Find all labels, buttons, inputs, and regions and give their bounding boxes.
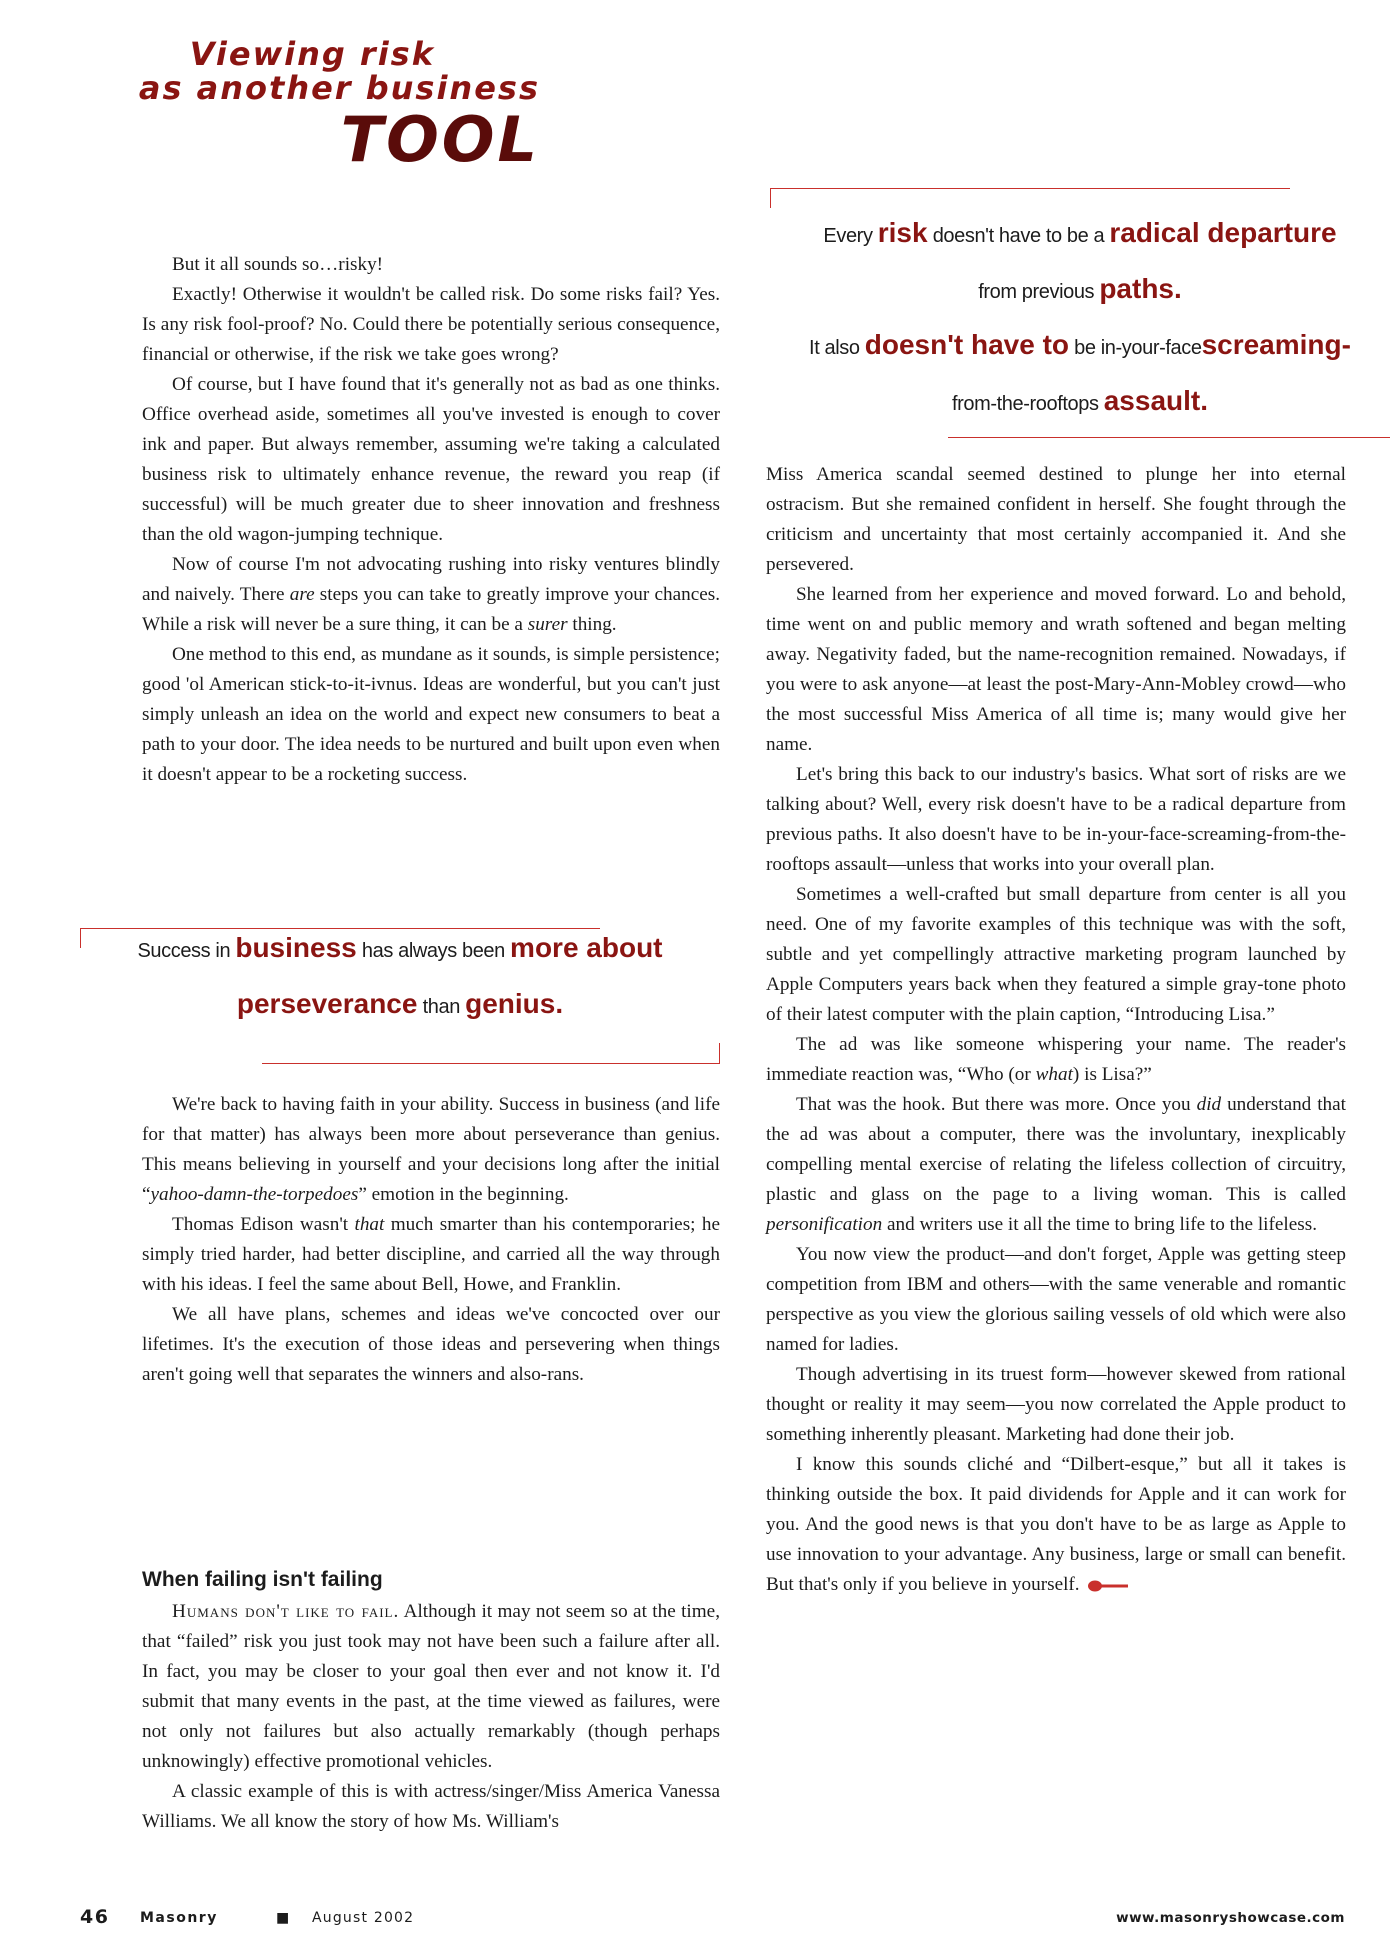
- paragraph: Let's bring this back to our industry's basics. What sort of risks are we talking about? Well, every risk doesn't have to be a radical departure from previous paths. It also doesn't have to be in-your-face-screaming-from-the-rooftops assault—unless that works into your overall plan.: [766, 764, 1346, 875]
- paragraph: She learned from her experience and moved forward. Lo and behold, time went on and public memory and wrath softened and began melting away. Negativity faded, but the name-recognition remained. Nowadays, if you were to ask anyone—at least the post-Mary-Ann-Mobley crowd—who the most successful Miss America of all time is; many would give her name.: [766, 584, 1346, 755]
- pull-quote-line: [770, 261, 1390, 317]
- text-run: It also: [809, 337, 865, 359]
- title-line-3: TOOL: [340, 103, 540, 177]
- text-run: The ad was like someone whispering your name. The reader's immediate reaction was, “Who (or: [766, 1034, 1346, 1085]
- paragraph: [142, 550, 720, 640]
- text-run: Now of course I'm not advocating rushing into risky ventures blindly and naively. There: [142, 554, 720, 605]
- text-run: from previous: [978, 281, 1100, 303]
- article-title: [30, 35, 540, 177]
- left-column-top: [142, 250, 720, 790]
- paragraph: We all have plans, schemes and ideas we've concocted over our lifetimes. It's the execution of those ideas and persevering when things aren't going well that separates the winners and also-rans.: [142, 1304, 720, 1385]
- paragraph: [766, 1450, 1346, 1600]
- emphasis: genius.: [465, 988, 564, 1019]
- right-column: [766, 460, 1346, 1600]
- text-run: has always been: [356, 940, 511, 962]
- text-run: We're back to having faith in your ability. Success in business (and life for that matter) has always been more about perseverance than genius. This means believing in yourself and your decisions long after the initial “: [142, 1094, 720, 1205]
- section-heading: When failing isn't failing: [142, 1568, 383, 1591]
- text-run: understand that the ad was about a computer, there was the involuntary, inexplicably compelling mental exercise of relating the lifeless collection of circuitry, plastic and glass on the page to a living woman. This is called: [766, 1094, 1346, 1205]
- emphasis: did: [1196, 1094, 1222, 1115]
- pull-quote-rule-top: [770, 188, 1290, 189]
- page-number: 46: [80, 1906, 110, 1928]
- paragraph: But it all sounds so…risky!: [172, 254, 384, 275]
- emphasis: doesn't have to: [864, 329, 1069, 360]
- paragraph: [142, 1210, 720, 1300]
- pull-quote-line: [80, 920, 720, 976]
- paragraph: Exactly! Otherwise it wouldn't be called risk. Do some risks fail? Yes. Is any risk fool-proof? No. Could there be potentially serious consequence, financial or otherwise, if the risk we take goes wrong?: [142, 284, 720, 365]
- emphasis: risk: [877, 217, 928, 248]
- pull-quote-line: [770, 317, 1390, 373]
- paragraph: A classic example of this is with actress/singer/Miss America Vanessa Williams. We all know the story of how Ms. William's: [142, 1781, 720, 1832]
- emphasis: screaming-: [1201, 329, 1351, 360]
- pull-quote-line: [770, 205, 1390, 261]
- text-run: steps you can take to greatly improve your chances. While a risk will never be a sure thing, it can be a: [142, 584, 720, 635]
- text-run: from-the-rooftops: [951, 393, 1104, 415]
- pull-quote-line: [80, 976, 720, 1032]
- emphasis: yahoo-damn-the-torpedoes: [150, 1184, 359, 1205]
- issue-date: August 2002: [312, 1910, 415, 1926]
- paragraph: You now view the product—and don't forget, Apple was getting steep competition from IBM and others—with the same venerable and romantic perspective as you view the glorious sailing vessels of old which were also named for ladies.: [766, 1244, 1346, 1355]
- text-run: Every: [823, 225, 878, 247]
- emphasis: personification: [766, 1214, 883, 1235]
- emphasis: assault.: [1103, 385, 1209, 416]
- text-run: and writers use it all the time to bring life to the lifeless.: [882, 1214, 1317, 1235]
- lead-in: Humans don't like to fail.: [172, 1601, 400, 1622]
- text-run: than: [417, 996, 466, 1018]
- text-run: thing.: [567, 614, 617, 635]
- emphasis: more about: [510, 932, 663, 963]
- separator-square-icon: ■: [276, 1910, 291, 1926]
- pull-quote-rule-bottom: [262, 1063, 720, 1064]
- emphasis: business: [235, 932, 357, 963]
- paragraph: [766, 1030, 1346, 1090]
- text-run: be in-your-face: [1069, 337, 1202, 359]
- title-line-1: Viewing risk: [189, 35, 435, 73]
- pull-quote-right: [770, 205, 1390, 429]
- text-run: That was the hook. But there was more. Once you: [796, 1094, 1197, 1115]
- emphasis: are: [289, 584, 315, 605]
- pull-quote-left: [80, 920, 720, 1032]
- pull-quote-line: [770, 373, 1390, 429]
- paragraph: [142, 1090, 720, 1210]
- emphasis: what: [1035, 1064, 1073, 1085]
- text-run: much smarter than his contemporaries; he simply tried harder, had better discipline, and carried all the way through with his ideas. I feel the same about Bell, Howe, and Franklin.: [142, 1214, 720, 1295]
- left-column-bottom: [142, 1090, 720, 1390]
- website-url: www.masonryshowcase.com: [1116, 1910, 1345, 1926]
- magazine-name: Masonry: [140, 1910, 218, 1926]
- paragraph: [766, 1090, 1346, 1240]
- text-run: ” emotion in the beginning.: [358, 1184, 569, 1205]
- title-line-2: as another business: [138, 68, 540, 107]
- paragraph: Of course, but I have found that it's generally not as bad as one thinks. Office overhead aside, sometimes all you've invested is enough to cover ink and paper. But always remember, assuming we're taking a calculated business risk to ultimately enhance revenue, the reward you reap (if successful) will be much greater due to sheer innovation and freshness than the old wagon-jumping technique.: [142, 374, 720, 545]
- emphasis: perseverance: [236, 988, 418, 1019]
- text-run: Success in: [137, 940, 236, 962]
- text-run: I know this sounds cliché and “Dilbert-esque,” but all it takes is thinking outside the box. It paid dividends for Apple and it can work for you. And the good news is that you don't have to be as large as Apple to use innovation to your advantage. Any business, large or small can benefit. But that's only if you believe in yourself.: [766, 1454, 1346, 1595]
- text-run: ) is Lisa?”: [1072, 1064, 1152, 1085]
- pull-quote-rule-bottom: [948, 437, 1390, 438]
- emphasis: that: [354, 1214, 385, 1235]
- end-mark-icon: [1086, 1579, 1130, 1593]
- paragraph: [142, 1597, 720, 1777]
- paragraph: Though advertising in its truest form—however skewed from rational thought or reality it may seem—you now correlated the Apple product to something inherently pleasant. Marketing had done their job.: [766, 1364, 1346, 1445]
- paragraph: Miss America scandal seemed destined to plunge her into eternal ostracism. But she remained confident in herself. She fought through the criticism and uncertainty that most certainly accompanied it. And she persevered.: [766, 464, 1346, 575]
- text-run: Thomas Edison wasn't: [172, 1214, 355, 1235]
- pull-quote-rule-side: [719, 1043, 720, 1063]
- text-run: Although it may not seem so at the time, that “failed” risk you just took may not have been such a failure after all. In fact, you may be closer to your goal then ever and not know it. I'd submit that many events in the past, at the time viewed as failures, were not only not failures but also actually remarkably (though perhaps unknowingly) effective promotional vehicles.: [142, 1601, 720, 1772]
- paragraph: Sometimes a well-crafted but small departure from center is all you need. One of my favorite examples of this technique was with the soft, subtle and yet compellingly attractive marketing program launched by Apple Computers years back when they featured a simple gray-tone photo of their latest computer with the plain caption, “Introducing Lisa.”: [766, 884, 1346, 1025]
- text-run: doesn't have to be a: [927, 225, 1110, 247]
- left-column-failing-section: [142, 1565, 720, 1837]
- emphasis: paths.: [1099, 273, 1182, 304]
- paragraph: One method to this end, as mundane as it sounds, is simple persistence; good 'ol American stick-to-it-ivnus. Ideas are wonderful, but you can't just simply unleash an idea on the world and expect new consumers to beat a path to your door. The idea needs to be nurtured and built upon even when it doesn't appear to be a rocketing success.: [142, 644, 720, 785]
- emphasis: surer: [527, 614, 568, 635]
- emphasis: radical departure: [1109, 217, 1337, 248]
